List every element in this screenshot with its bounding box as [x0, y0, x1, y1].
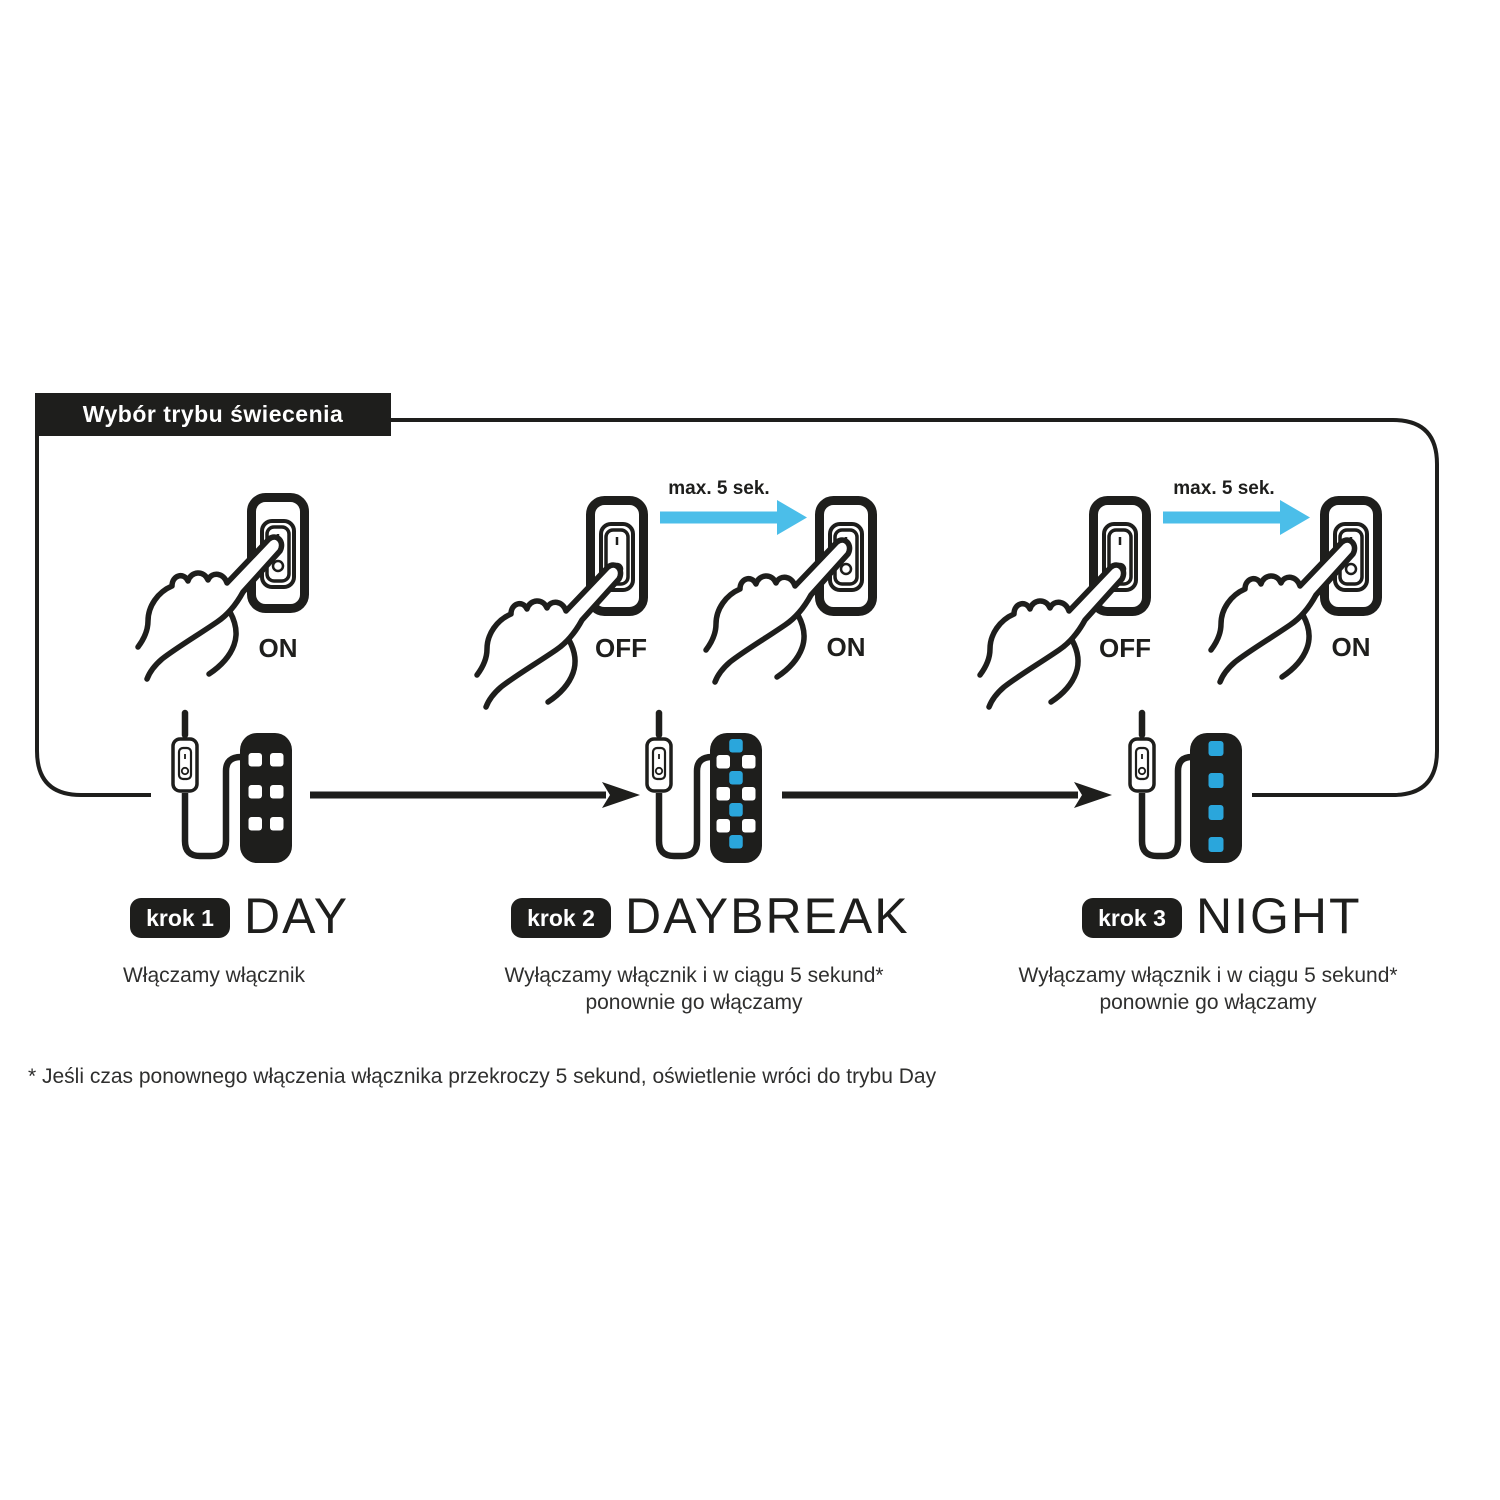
step-badge-2: krok 2: [511, 898, 611, 938]
mode-name-day: DAY: [244, 888, 350, 944]
led-lamp-daybreak-icon: [647, 713, 762, 863]
footnote: * Jeśli czas ponownego włączenia włącznika przekroczy 5 sekund, oświetlenie wróci do trybu Day: [28, 1065, 937, 1088]
led-lamp-night-icon: [1130, 713, 1242, 863]
step2-description-line1: Wyłączamy włącznik i w ciągu 5 sekund*: [504, 964, 884, 987]
step1-description: [123, 962, 305, 989]
step3-description: [1018, 962, 1397, 1016]
step3-description-line1: Wyłączamy włącznik i w ciągu 5 sekund*: [1018, 964, 1398, 987]
led-lamp-day-icon: [173, 713, 292, 863]
flow-arrow-day-to-daybreak-icon: [310, 782, 640, 808]
flow-arrow-daybreak-to-night-icon: [782, 782, 1112, 808]
cyan-arrow-step2-icon: [660, 500, 807, 535]
switch-state-label-step2-off: OFF: [595, 633, 647, 663]
inline-switch-night-icon: [1130, 739, 1154, 791]
switch-state-label-step1-on: ON: [258, 633, 298, 663]
inline-switch-day-icon: [173, 739, 197, 791]
section-title-label: Wybór trybu świecenia: [82, 401, 344, 427]
step3-description-line2: ponownie go włączamy: [1099, 991, 1317, 1014]
arrow-caption-step3: max. 5 sek.: [1173, 478, 1275, 499]
step1-description-line1: Włączamy włącznik: [122, 964, 306, 987]
switch-state-label-step3-off: OFF: [1099, 633, 1151, 663]
step2-description-line2: ponownie go włączamy: [585, 991, 803, 1014]
arrow-caption-step2: max. 5 sek.: [668, 478, 770, 499]
mode-name-daybreak: DAYBREAK: [625, 888, 910, 944]
cyan-arrow-step3-icon: [1163, 500, 1310, 535]
section-title: [35, 393, 391, 436]
step2-description: [504, 962, 883, 1016]
inline-switch-daybreak-icon: [647, 739, 671, 791]
step-badge-3: krok 3: [1082, 898, 1182, 938]
frame-left-border: [37, 436, 151, 795]
mode-name-night: NIGHT: [1196, 888, 1362, 944]
step-badge-1: krok 1: [130, 898, 230, 938]
switch-state-label-step3-on: ON: [1331, 632, 1371, 662]
switch-state-label-step2-on: ON: [826, 632, 866, 662]
